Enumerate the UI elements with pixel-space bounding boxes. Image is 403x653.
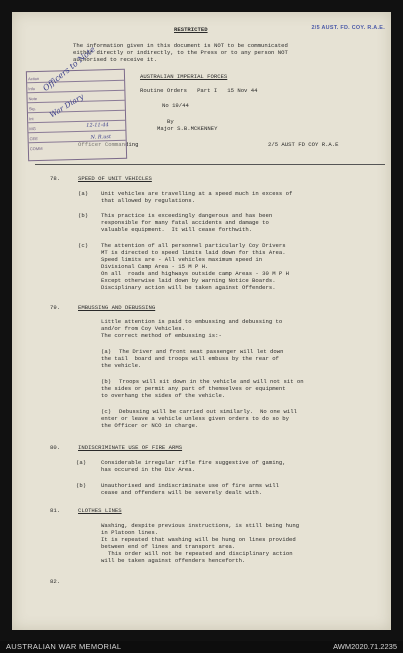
stamp-label: MG — [29, 126, 36, 132]
para-line: the sides or permit any part of themselves or equipment — [101, 385, 286, 392]
notice-line-1: The information given in this document is NOT to be communicated — [73, 42, 288, 49]
para-label: (a) — [78, 190, 89, 197]
para-line: Divisional Camp Area - 15 M P H. — [101, 263, 209, 270]
intro-line: It is repeated that washing will be hung on lines provided — [101, 536, 296, 543]
major-name: Major S.B.MCKENNEY — [157, 125, 218, 132]
intro-line: in Platoon lines. — [101, 529, 159, 536]
intro-line: Little attention is paid to embussing and debussing to — [101, 318, 283, 325]
item-number: 80. — [50, 444, 61, 451]
notice-line-3: authorised to receive it. — [73, 56, 157, 63]
para-label: (c) — [101, 408, 112, 415]
stamp-label: Action — [27, 75, 40, 82]
item-title: INDISCRIMINATE USE OF FIRE ARMS — [78, 444, 183, 451]
intro-line: and/or from Coy Vehicles. — [101, 325, 185, 332]
para-line: Except otherwise laid down by warning Notice Boards. — [101, 277, 276, 284]
intro-line: between end of lines and transport area. — [101, 543, 236, 550]
para-line: responsible for many fatal accidents and damage to — [101, 219, 269, 226]
order-number: No 19/44 — [162, 102, 189, 109]
footer-accession-number: AWM2020.71.2235 — [333, 642, 397, 651]
footer-bar — [0, 641, 403, 653]
unit-name: 2/5 AUST FD COY R.A.E — [268, 141, 339, 148]
para-line: that allowed by regulations. — [101, 197, 195, 204]
item-number: 82. — [50, 578, 61, 585]
intro-line: This order will not be repeated and disciplinary action — [108, 550, 293, 557]
footer-credit: AUSTRALIAN WAR MEMORIAL — [6, 642, 122, 651]
para-line: This practice is exceedingly dangerous and has been — [101, 212, 273, 219]
para-line: the Officer or NCO in charge. — [101, 422, 199, 429]
para-line: Unauthorised and indiscriminate use of fire arms will — [101, 482, 279, 489]
item-number: 81. — [50, 507, 61, 514]
para-line: Considerable irregular rifle fire suggestive of gaming, — [101, 459, 286, 466]
officer-commanding: Officer Commanding — [78, 141, 139, 148]
para-line: the tail board and troops will embuss by the rear of — [101, 355, 279, 362]
restricted-heading: RESTRICTED — [174, 26, 208, 33]
stamp-label: Info — [28, 86, 36, 92]
para-line: On all roads and highways outside camp Areas - 30 M P H — [101, 270, 289, 277]
para-label: (b) — [101, 378, 112, 385]
stamp-label: COMM — [29, 145, 43, 152]
stamp-label: Note — [28, 96, 38, 102]
para-line: The attention of all personnel particularly Coy Drivers — [101, 242, 286, 249]
para-line: the vehicle. — [101, 362, 142, 369]
notice-line-2: either directly or indirectly, to the Press or to any person NOT — [73, 49, 288, 56]
para-line: has occured in the Div Area. — [101, 466, 195, 473]
para-line: to overhang the sides of the vehicle. — [101, 392, 226, 399]
unit-stamp: 2/5 AUST. FD. COY. R.A.E. — [311, 25, 385, 31]
para-line: Unit vehicles are travelling at a speed much in excess of — [101, 190, 293, 197]
by-label: By — [167, 118, 174, 125]
handwritten-initials: N. R.ust — [90, 134, 112, 141]
para-line: Debussing will be carried out similarly. No one will — [119, 408, 297, 415]
para-label: (c) — [78, 242, 89, 249]
para-line: Disciplinary action will be taken against Offenders. — [101, 284, 276, 291]
handwritten-war-diary: War Diary — [47, 91, 86, 120]
intro-line: Washing, despite previous instructions, is still being hung — [101, 522, 300, 529]
document-page — [12, 12, 391, 630]
para-line: The Driver and front seat passenger will let down — [119, 348, 284, 355]
item-number: 78. — [50, 175, 61, 182]
intro-line: The correct method of embussing is:- — [101, 332, 222, 339]
intro-line: will be taken against offenders henceforth. — [101, 557, 246, 564]
handwritten-date: 12-11-44 — [86, 122, 109, 129]
para-label: (b) — [76, 482, 87, 489]
stamp-label: Int — [29, 116, 34, 122]
handwritten-officers-note: Officers to Note — [41, 44, 97, 93]
para-label: (a) — [76, 459, 87, 466]
para-line: valuable equipment. It will cease forthwith. — [101, 226, 253, 233]
stamp-label: CEE — [29, 136, 38, 142]
item-title: EMBUSSING AND DEBUSSING — [78, 304, 156, 311]
para-line: Troops will sit down in the vehicle and will not sit on — [119, 378, 304, 385]
header-divider — [35, 164, 385, 165]
para-line: cease and offenders will be severely dealt with. — [101, 489, 263, 496]
para-label: (a) — [101, 348, 112, 355]
item-title: CLOTHES LINES — [78, 507, 122, 514]
orders-line: Routine Orders Part I 15 Nov 44 — [140, 87, 258, 94]
para-line: MT is directed to speed limits laid down for this Area. — [101, 249, 286, 256]
para-line: Speed limits are - All vehicles maximum speed in — [101, 256, 263, 263]
stamp-label: Sig. — [28, 106, 36, 112]
para-line: enter or leave a vehicle unless given orders to do so by — [101, 415, 289, 422]
item-number: 79. — [50, 304, 61, 311]
para-label: (b) — [78, 212, 89, 219]
force-heading: AUSTRALIAN IMPERIAL FORCES — [140, 73, 228, 80]
item-title: SPEED OF UNIT VEHICLES — [78, 175, 152, 182]
